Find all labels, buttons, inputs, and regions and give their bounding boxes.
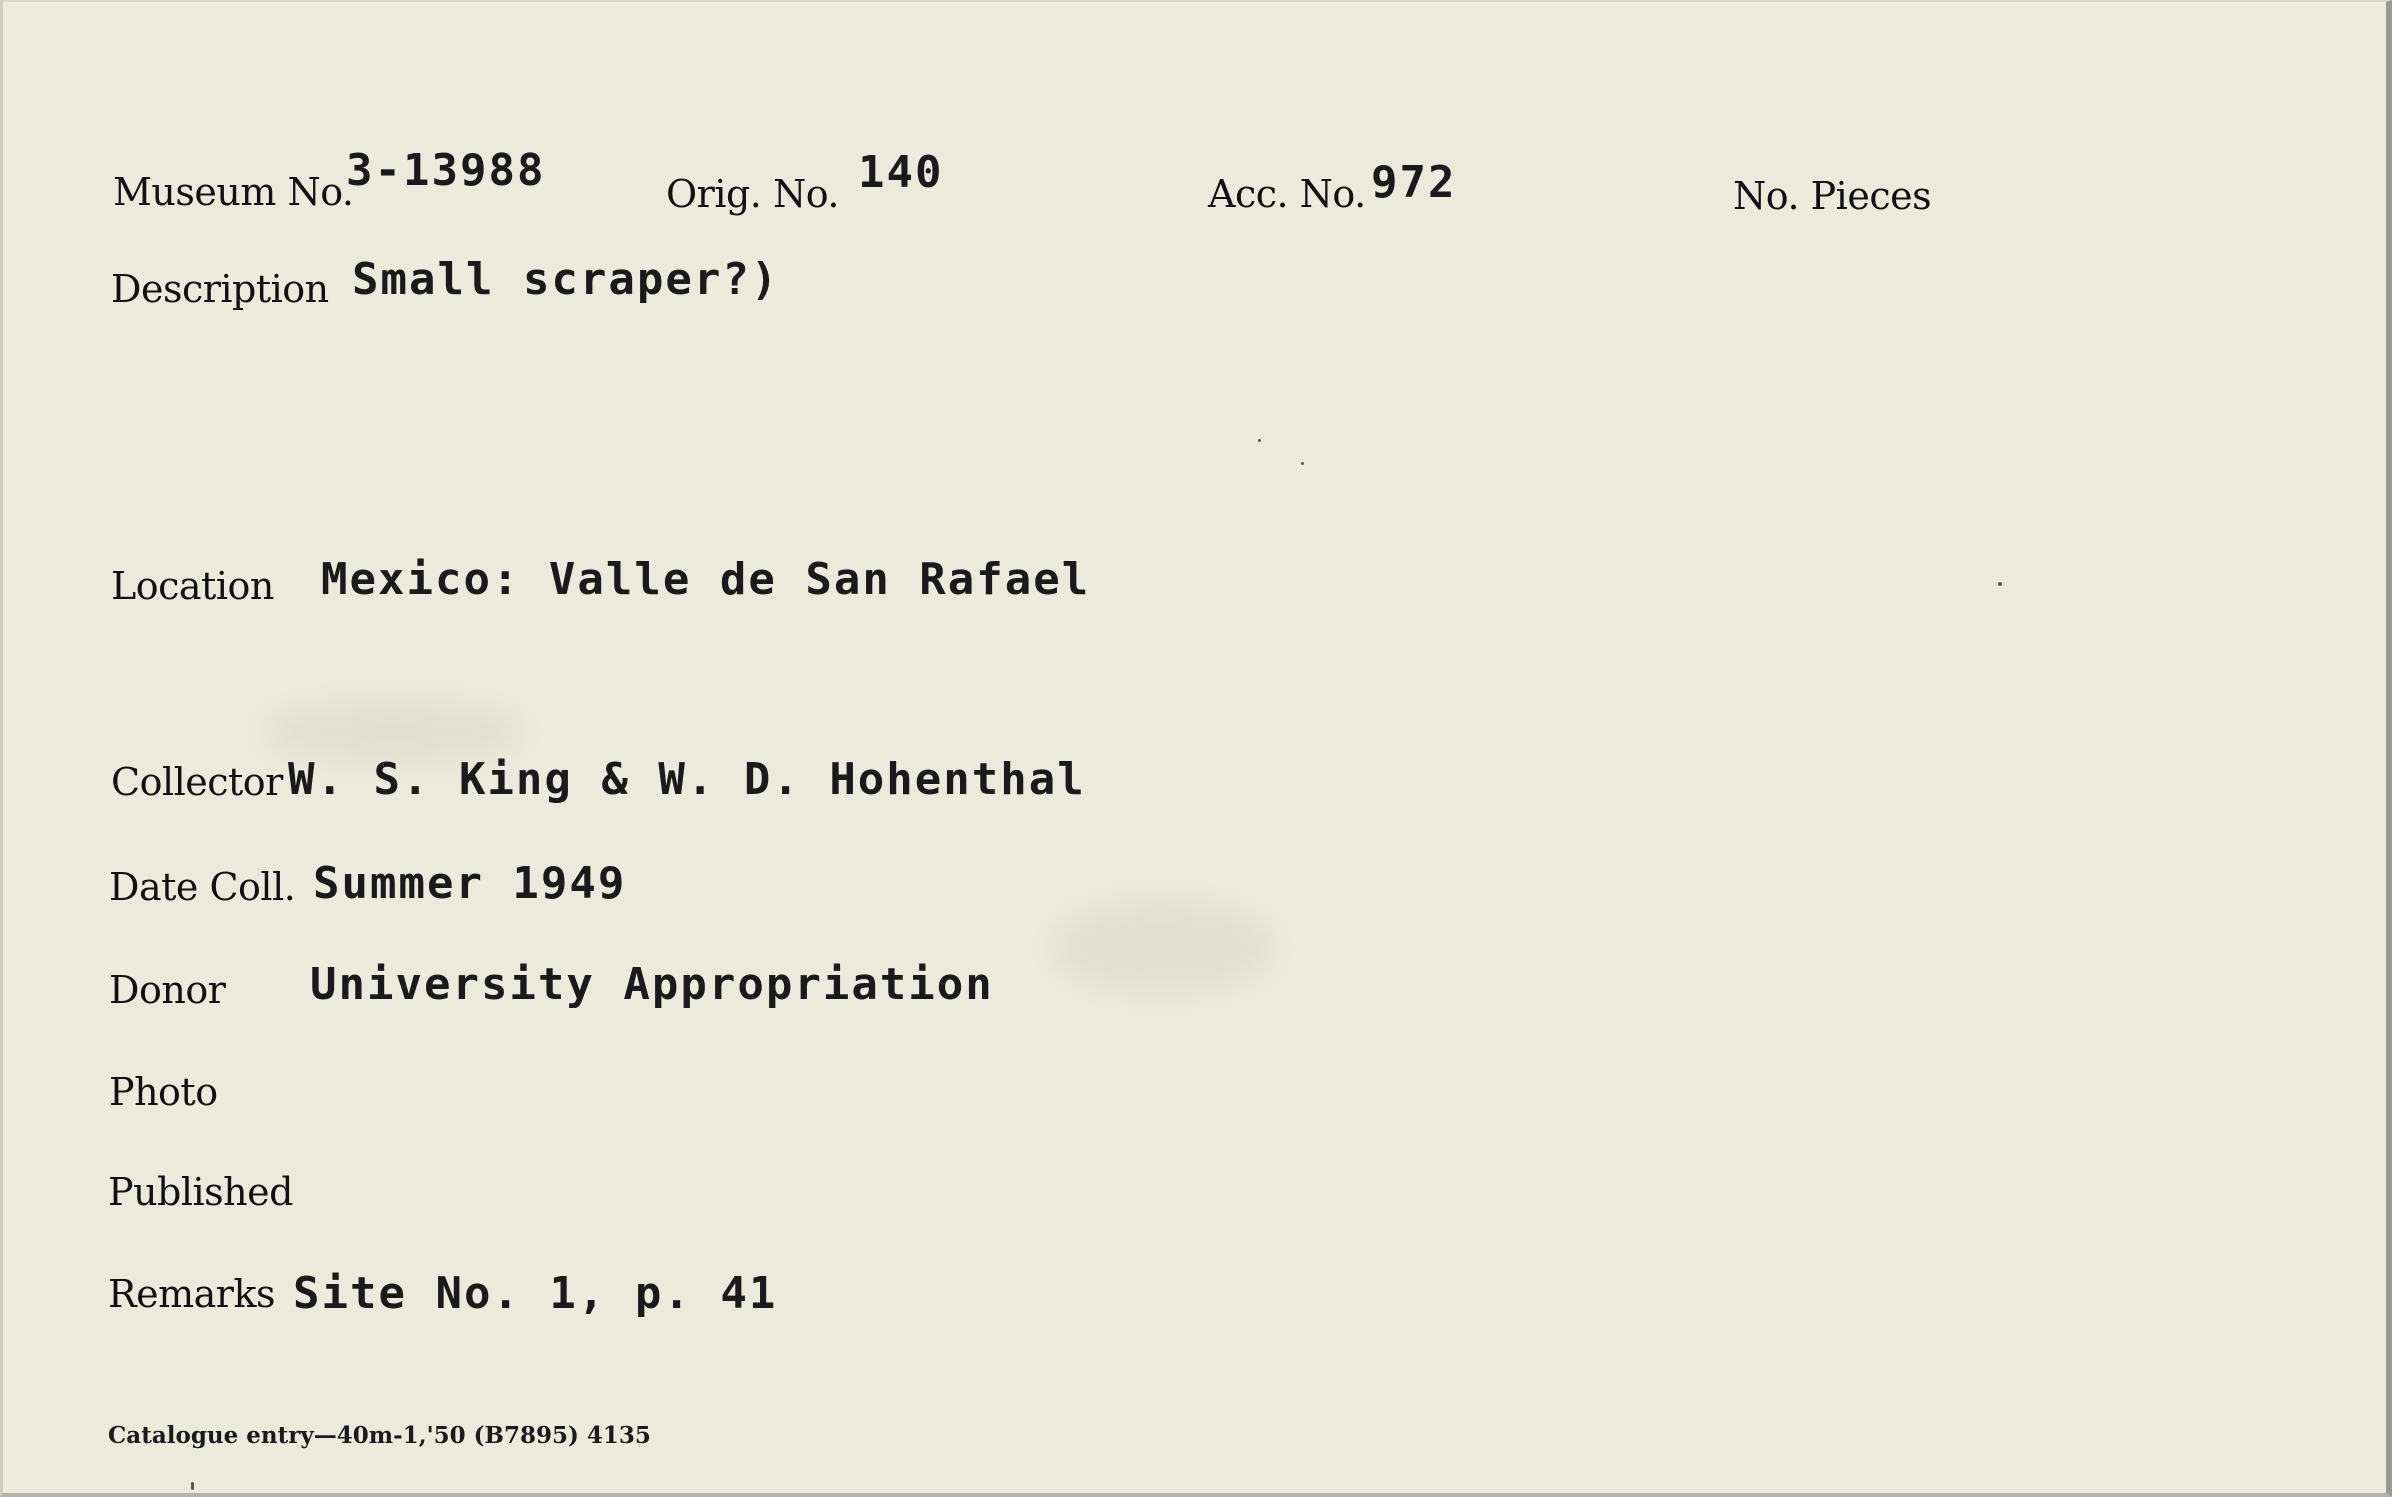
ink-speck bbox=[1998, 582, 2002, 586]
photo-label: Photo bbox=[109, 1070, 218, 1114]
catalogue-entry-footer: Catalogue entry—40m-1,'50 (B7895) 4135 bbox=[108, 1422, 651, 1449]
collector-value: W. S. King & W. D. Hohenthal bbox=[288, 754, 1086, 805]
description-label: Description bbox=[111, 267, 329, 311]
acc-no-label: Acc. No. bbox=[1208, 172, 1366, 216]
ink-speck bbox=[1301, 462, 1304, 465]
museum-no-value: 3-13988 bbox=[346, 145, 546, 196]
published-label: Published bbox=[108, 1170, 293, 1214]
museum-no-label: Museum No. bbox=[113, 170, 354, 214]
remarks-value: Site No. 1, p. 41 bbox=[293, 1268, 778, 1319]
ink-speck bbox=[191, 1482, 194, 1490]
donor-value: University Appropriation bbox=[310, 959, 994, 1010]
paper-smudge bbox=[263, 702, 523, 762]
date-coll-label: Date Coll. bbox=[109, 865, 296, 909]
collector-label: Collector bbox=[111, 760, 283, 804]
location-label: Location bbox=[111, 564, 274, 608]
date-coll-value: Summer 1949 bbox=[313, 858, 627, 909]
paper-smudge bbox=[1053, 902, 1273, 992]
orig-no-value: 140 bbox=[858, 147, 944, 198]
donor-label: Donor bbox=[109, 968, 226, 1012]
acc-no-value: 972 bbox=[1371, 157, 1457, 208]
no-pieces-label: No. Pieces bbox=[1733, 174, 1932, 218]
remarks-label: Remarks bbox=[108, 1272, 275, 1316]
ink-speck bbox=[1258, 439, 1261, 442]
location-value: Mexico: Valle de San Rafael bbox=[321, 554, 1091, 605]
description-value: Small scraper?) bbox=[352, 254, 780, 305]
orig-no-label: Orig. No. bbox=[666, 172, 839, 216]
